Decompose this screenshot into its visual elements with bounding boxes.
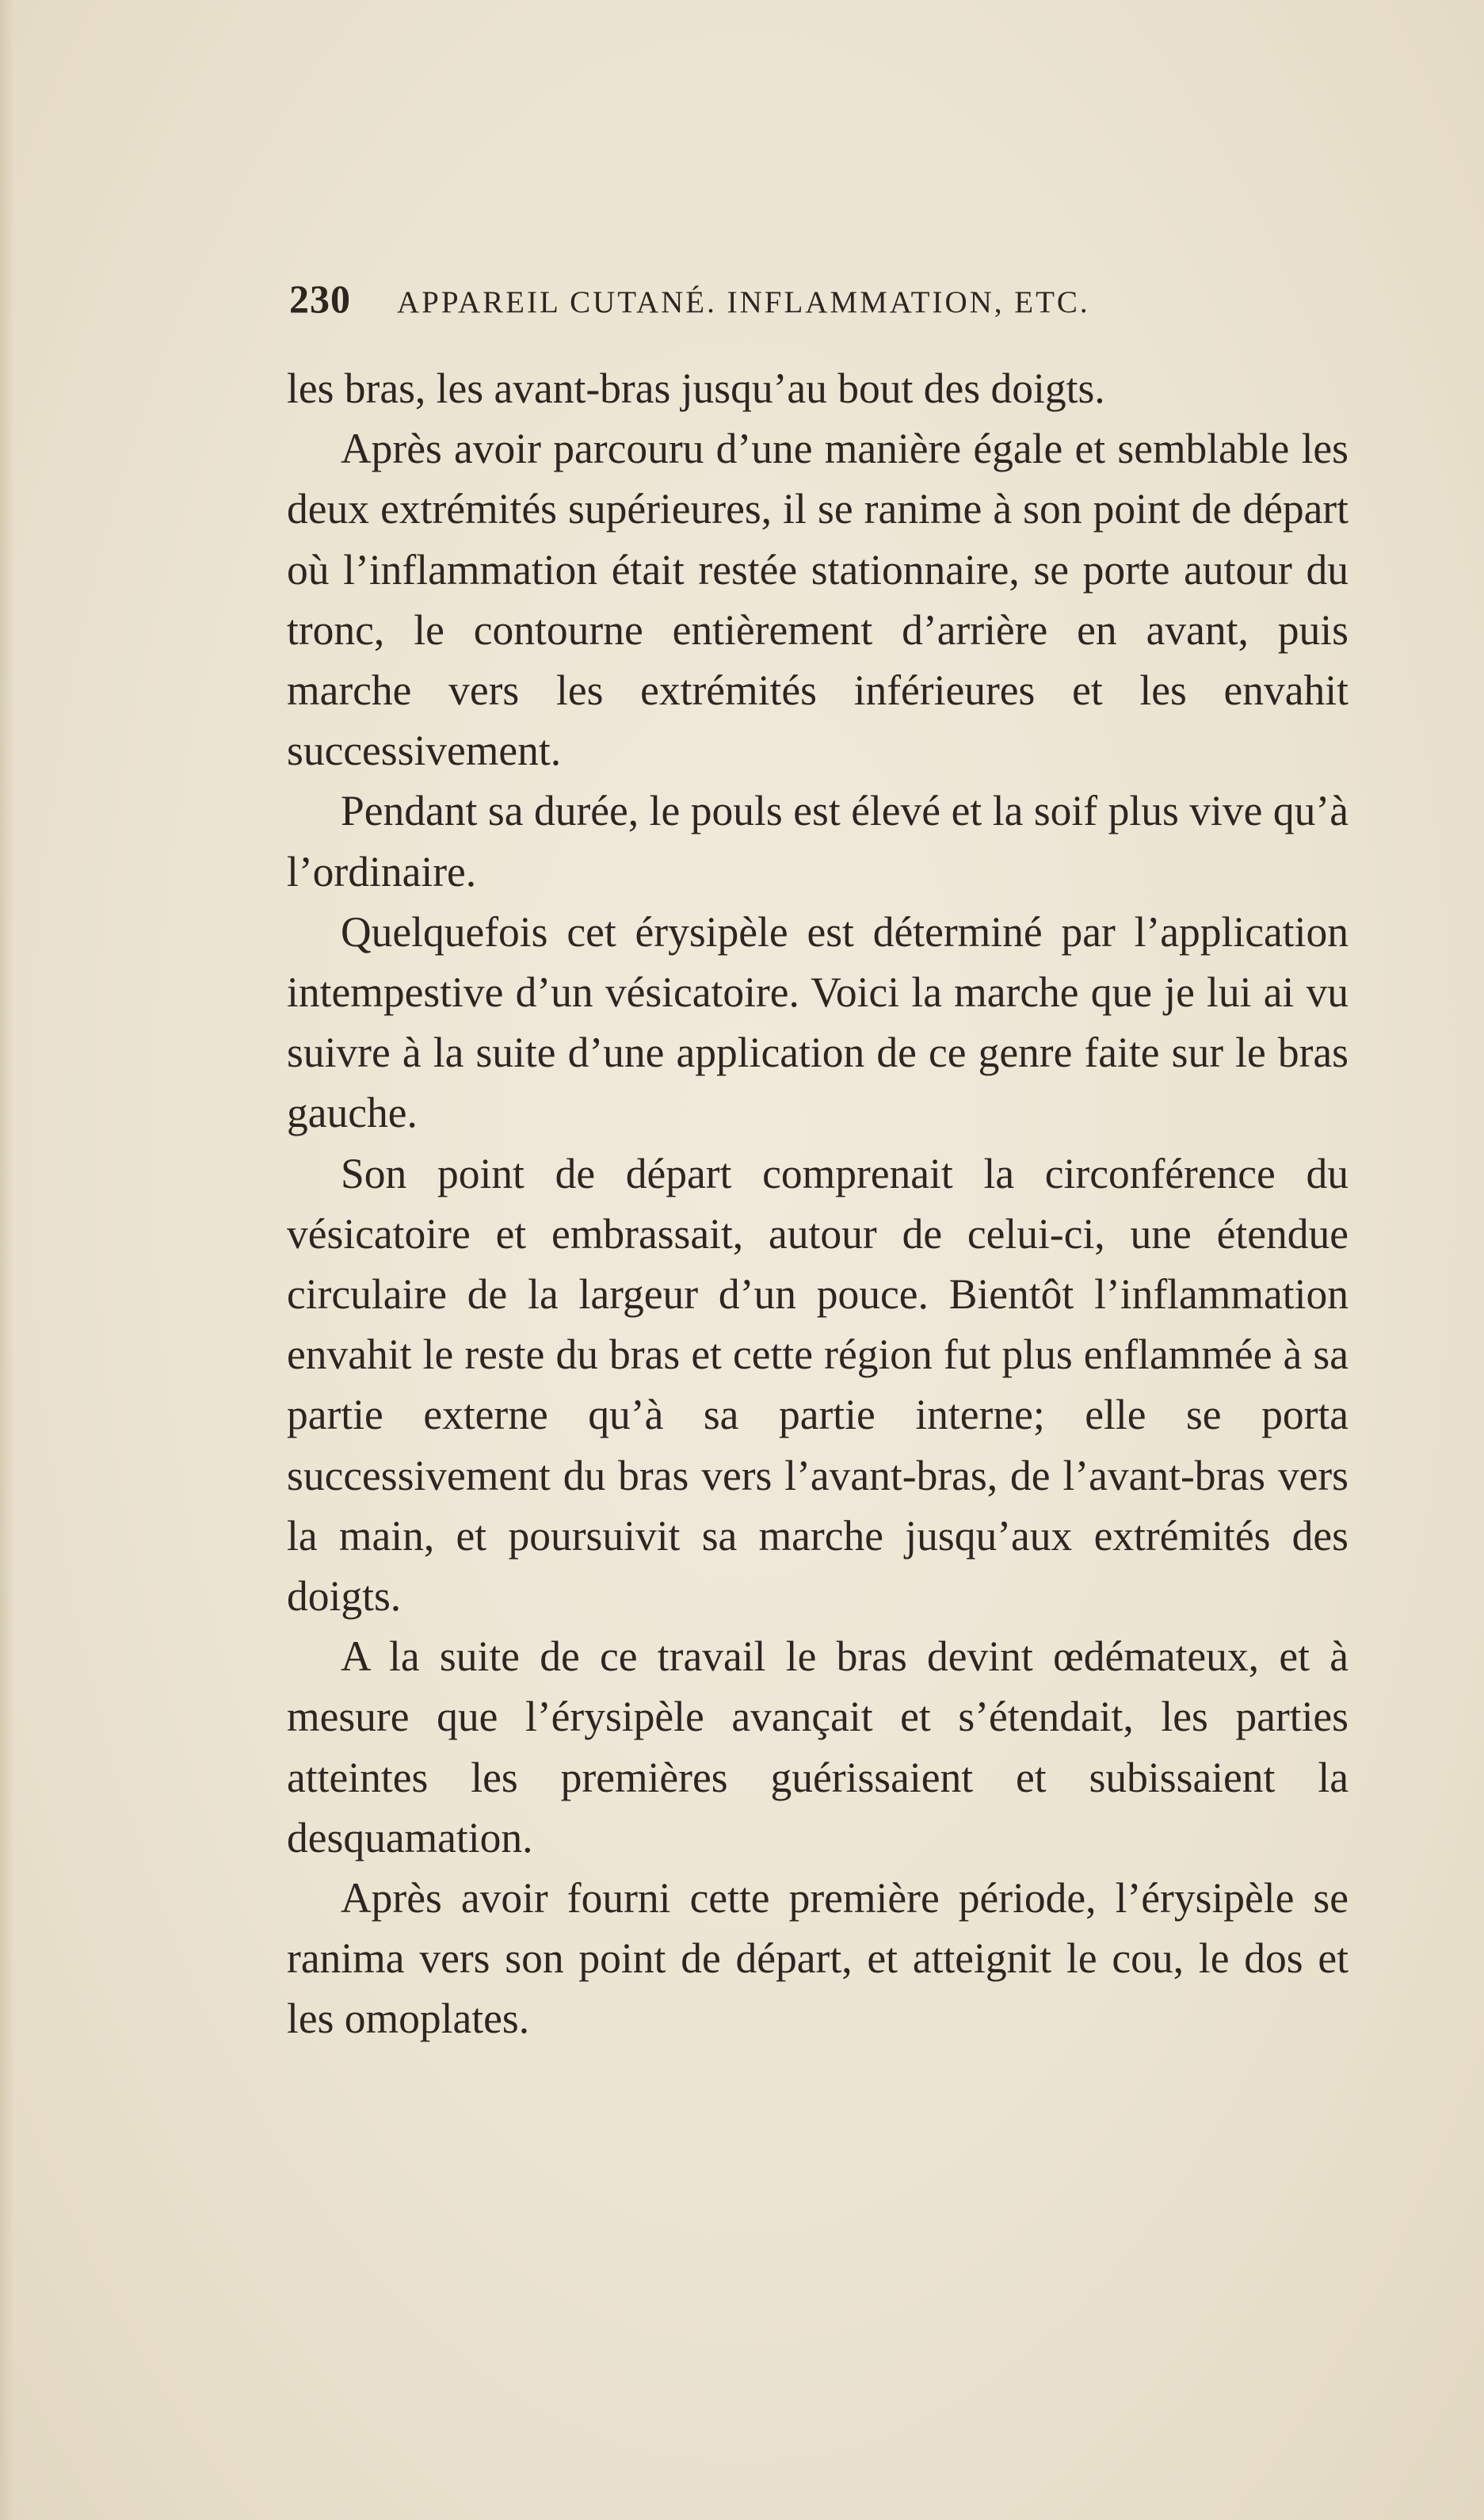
paragraph-continuation: les bras, les avant-bras jusqu’au bout des doigts. (287, 365, 1105, 412)
running-title: APPAREIL CUTANÉ. INFLAMMATION, ETC. (397, 285, 1090, 319)
running-head (289, 276, 1319, 331)
paragraph: Après avoir parcouru d’une manière égale et semblable les deux extrémités supérieures, il se ranime à son point de départ où l’inflammation était restée stationnaire, se porte autour du tronc, le contourne entièrement d’arrière en avant, puis marche vers les extrémités inférieures et les envahit successivement. (287, 425, 1349, 775)
page-gutter-shadow (0, 0, 14, 2520)
paragraph: Quelquefois cet érysipèle est déterminé par l’application intempestive d’un vésicatoire. Voici la marche que je lui ai vu suivre à la suite d’une application de ce genre faite sur le bras gauche. (287, 907, 1349, 1137)
page-number: 230 (289, 277, 351, 321)
paragraph: Après avoir fourni cette première période, l’érysipèle se ranima vers son point de départ, et atteignit le cou, le dos et les omoplates. (287, 1874, 1349, 2043)
body-text (287, 358, 1349, 2049)
paragraph: Pendant sa durée, le pouls est élevé et la soif plus vive qu’à l’ordinaire. (287, 787, 1349, 895)
paragraph: A la suite de ce travail le bras devint œdémateux, et à mesure que l’érysipèle avançait et s’étendait, les parties atteintes les premières guérissaient et subissaient la desquamation. (287, 1632, 1349, 1861)
paragraph: Son point de départ comprenait la circonférence du vésicatoire et embrassait, autour de celui-ci, une étendue circulaire de la largeur d’un pouce. Bientôt l’inflammation envahit le reste du bras et cette région fut plus enflammée à sa partie externe qu’à sa partie interne; elle se porta successivement du bras vers l’avant-bras, de l’avant-bras vers la main, et poursuivit sa marche jusqu’aux extrémités des doigts. (287, 1149, 1349, 1621)
